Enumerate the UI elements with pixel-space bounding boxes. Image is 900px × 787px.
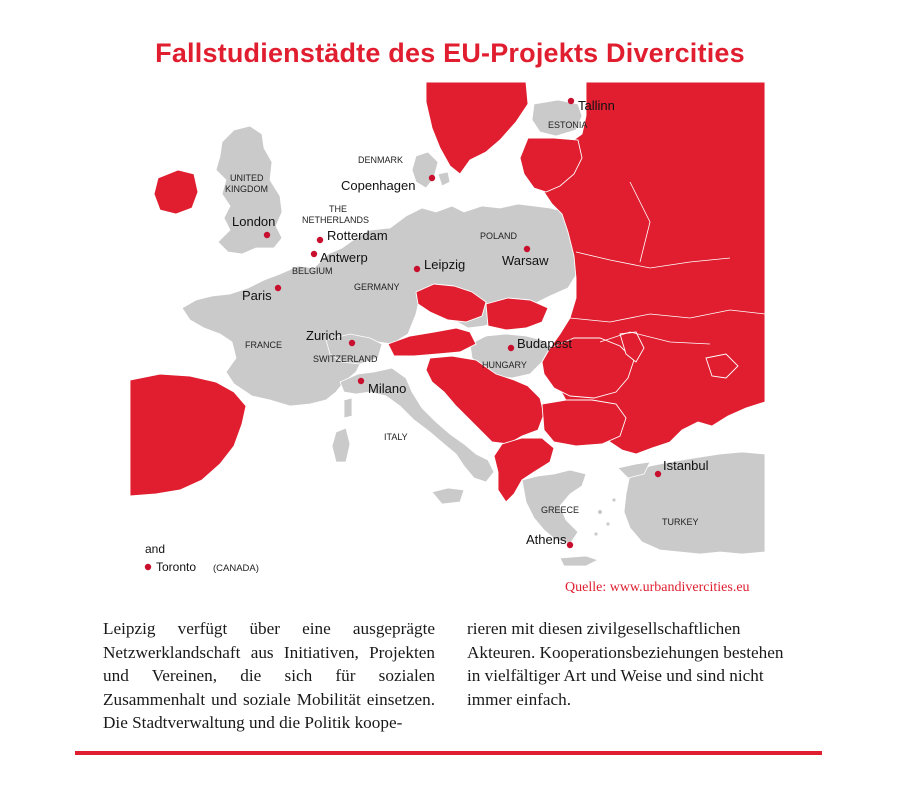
label-switzerland: SWITZERLAND (313, 354, 378, 364)
label-istanbul: Istanbul (663, 458, 709, 473)
label-germany: GERMANY (354, 282, 400, 292)
body-text-right (467, 617, 799, 711)
label-leipzig: Leipzig (424, 257, 466, 272)
paragraph-left: Leipzig verfügt über eine ausgeprägte Netzwerklandschaft aus Initiativen, Projekten und Vereinen, die sich für sozialen Zusammenhalt und soziale Mobilität einsetzen. Die Stadtverwaltung und die Politik koope- (103, 619, 435, 733)
city-dot-budapest (508, 345, 514, 351)
city-dot-istanbul (655, 471, 661, 477)
label-tallinn: Tallinn (578, 98, 615, 113)
label-antwerp: Antwerp (320, 250, 368, 265)
label-estonia: ESTONIA (548, 120, 588, 130)
city-dot-antwerp (311, 251, 317, 257)
city-dot-warsaw (524, 246, 530, 252)
label-nl-line2: NETHERLANDS (302, 215, 370, 225)
label-uk-line1: UNITED (230, 173, 264, 183)
label-copenhagen: Copenhagen (341, 178, 416, 193)
island-zealand (438, 172, 450, 186)
label-uk-line2: KINGDOM (225, 184, 269, 194)
label-budapest: Budapest (517, 336, 572, 351)
country-bulgaria (542, 400, 626, 446)
city-dot-london (264, 232, 270, 238)
label-greece: GREECE (541, 505, 580, 515)
europe-map (130, 82, 765, 577)
label-poland: POLAND (480, 231, 518, 241)
label-and: and (145, 542, 166, 556)
country-spain-portugal (130, 374, 246, 496)
label-nl-line1: THE (329, 204, 347, 214)
label-belgium: BELGIUM (292, 266, 333, 276)
city-dot-milano (358, 378, 364, 384)
label-warsaw: Warsaw (502, 253, 549, 268)
city-dot-leipzig (414, 266, 420, 272)
label-milano: Milano (368, 381, 407, 396)
country-denmark (412, 152, 438, 188)
body-text-left (103, 617, 435, 735)
city-dot-tallinn (568, 98, 574, 104)
island-sardinia (332, 428, 350, 462)
label-zurich: Zurich (306, 328, 343, 343)
city-dot-athens (567, 542, 573, 548)
label-hungary: HUNGARY (482, 360, 527, 370)
toronto-note (145, 542, 259, 574)
label-france: FRANCE (245, 340, 283, 350)
label-rotterdam: Rotterdam (327, 228, 388, 243)
bottom-divider (75, 751, 822, 755)
label-paris: Paris (242, 288, 272, 303)
island-crete (560, 556, 598, 566)
island-corsica (344, 398, 352, 418)
city-dot-zurich (349, 340, 355, 346)
label-canada: (CANADA) (213, 563, 259, 574)
label-london: London (232, 214, 276, 229)
label-athens: Athens (526, 532, 567, 547)
source-credit: Quelle: www.urbandivercities.eu (565, 580, 750, 595)
paragraph-right: rieren mit diesen zivilgesellschaftlichen Akteuren. Kooperationsbeziehungen bestehen in vielfältiger Art und Weise und sind nicht immer einfach. (467, 619, 784, 709)
label-denmark: DENMARK (358, 155, 404, 165)
country-ireland (154, 170, 198, 214)
country-estonia (532, 100, 582, 136)
city-dot-rotterdam (317, 237, 323, 243)
country-slovakia (486, 298, 548, 330)
country-scandinavia (426, 82, 528, 174)
city-dot-copenhagen (429, 175, 435, 181)
label-toronto: Toronto (156, 560, 197, 574)
city-dot-toronto (145, 564, 151, 570)
map-title: Fallstudienstädte des EU-Projekts Divercities (155, 38, 745, 68)
label-turkey: TURKEY (662, 517, 699, 527)
island-sicily (432, 488, 464, 504)
label-italy: ITALY (384, 432, 408, 442)
city-dot-paris (275, 285, 281, 291)
